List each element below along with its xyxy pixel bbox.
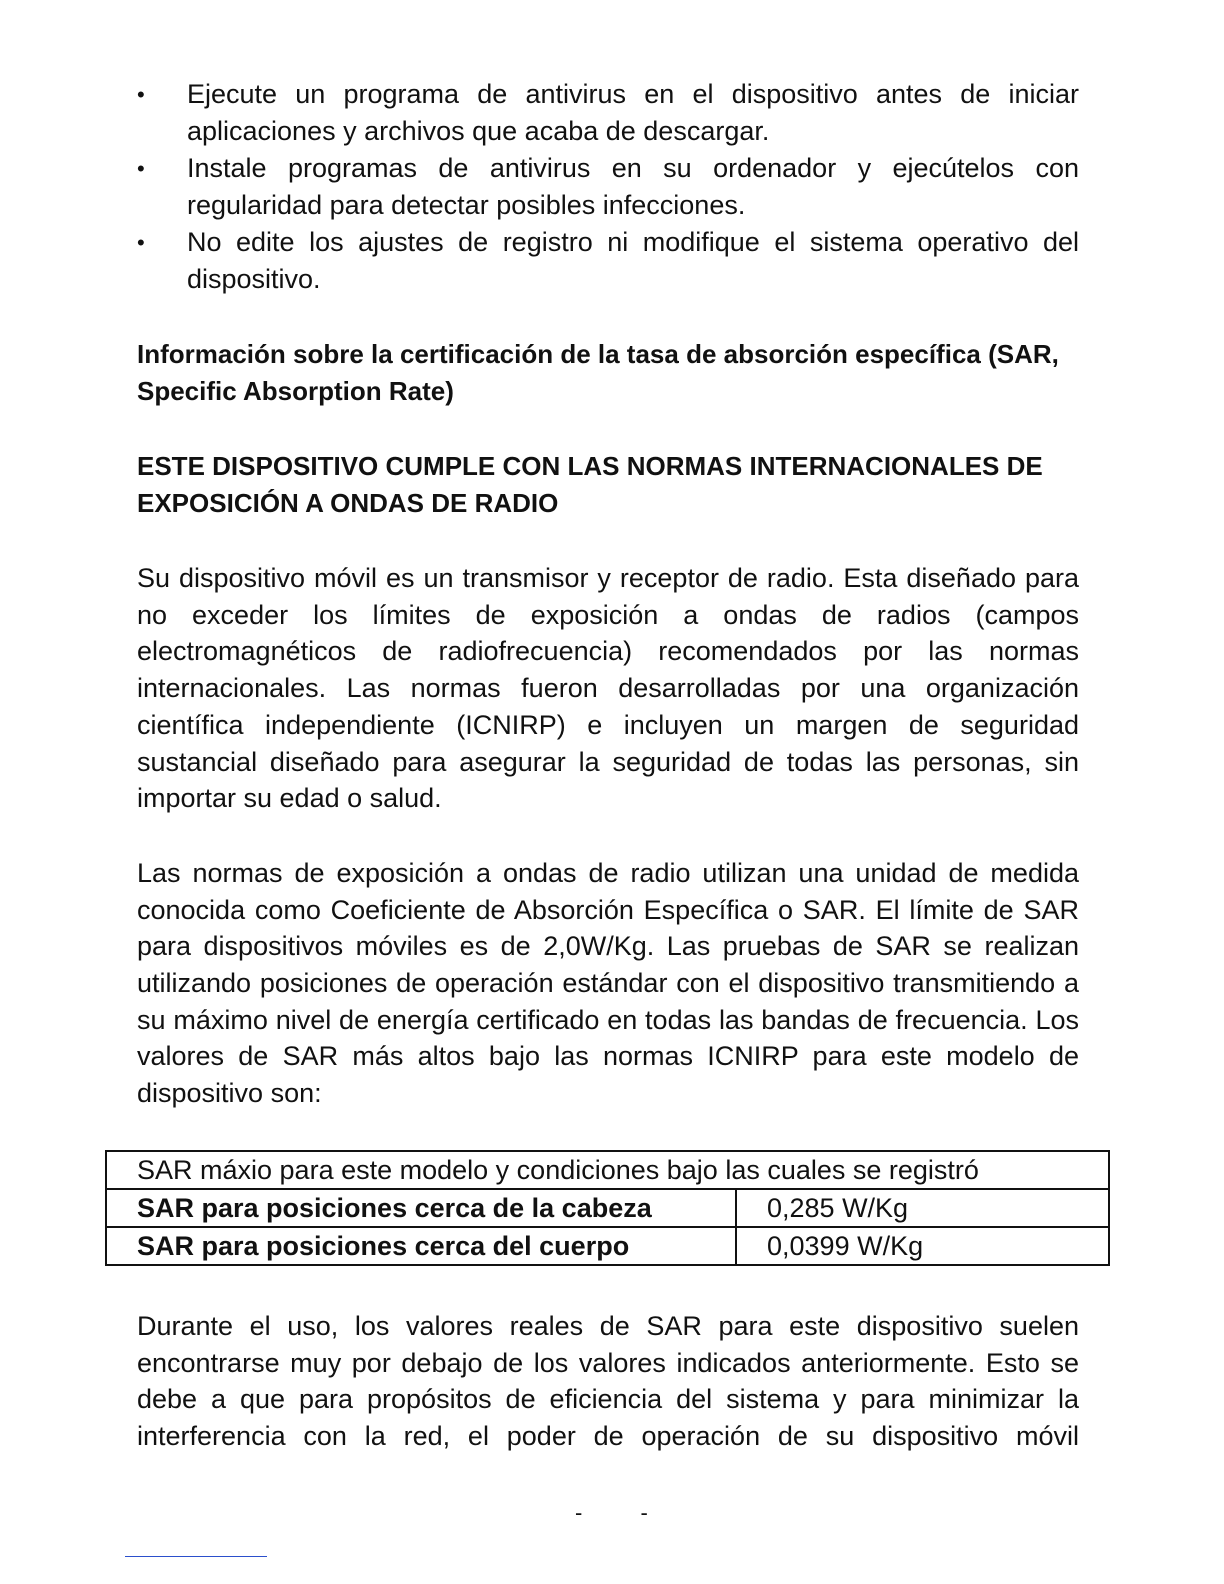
table-header-row [106,1151,1109,1189]
table-label-cell: SAR para posiciones cerca del cuerpo [106,1227,736,1265]
table-header-cell: SAR máxio para este modelo y condiciones bajo las cuales se registró [106,1151,1109,1189]
bullet-text: No edite los ajustes de registro ni modifique el sistema operativo del dispositivo. [187,227,1079,294]
bullet-text: Instale programas de antivirus en su ordenador y ejecútelos con regularidad para detectar posibles infecciones. [187,153,1079,220]
bullet-icon: • [137,82,145,107]
list-item [137,150,1079,224]
page-number-mark: - - [575,1500,674,1525]
section-heading-sar: Información sobre la certificación de la tasa de absorción específica (SAR, Specific Absorption Rate) [137,339,1059,406]
bullet-list [137,76,1079,298]
bullet-text: Ejecute un programa de antivirus en el dispositivo antes de iniciar aplicaciones y archivos que acaba de descargar. [187,79,1079,146]
bullet-icon: • [137,230,145,255]
table-row [106,1189,1109,1227]
sar-table [105,1150,1110,1266]
document-body [137,76,1079,1112]
list-item [137,224,1079,298]
bullet-icon: • [137,156,145,181]
list-item [137,76,1079,150]
table-value-cell: 0,285 W/Kg [736,1189,1109,1227]
paragraph-intro: Su dispositivo móvil es un transmisor y receptor de radio. Esta diseñado para no exceder los límites de exposición a ondas de radios (campos electromagnéticos de radiofrecuencia) recomendados por las normas internacionales. Las normas fueron desarrolladas por una organización científica independiente (ICNIRP) e incluyen un margen de seguridad sustancial diseñado para asegurar la seguridad de todas las personas, sin importar su edad o salud. [137,563,1079,814]
table-label-cell: SAR para posiciones cerca de la cabeza [106,1189,736,1227]
footer-divider [125,1556,267,1557]
paragraph-usage: Durante el uso, los valores reales de SAR para este dispositivo suelen encontrarse muy por debajo de los valores indicados anteriormente. Esto se debe a que para propósitos de eficiencia del sistema y para minimizar la interferencia con la red, el poder de operación de su dispositivo móvil [137,1311,1079,1452]
table-value-cell: 0,0399 W/Kg [736,1227,1109,1265]
section-heading-compliance: ESTE DISPOSITIVO CUMPLE CON LAS NORMAS INTERNACIONALES DE EXPOSICIÓN A ONDAS DE RADIO [137,451,1043,518]
table-row [106,1227,1109,1265]
paragraph-sar-standards: Las normas de exposición a ondas de radio utilizan una unidad de medida conocida como Coeficiente de Absorción Específica o SAR. El límite de SAR para dispositivos móviles es de 2,0W/Kg. Las pruebas de SAR se realizan utilizando posiciones de operación estándar con el dispositivo transmitiendo a su máximo nivel de energía certificado en todas las bandas de frecuencia. Los valores de SAR más altos bajo las normas ICNIRP para este modelo de dispositivo son: [137,857,1079,1109]
